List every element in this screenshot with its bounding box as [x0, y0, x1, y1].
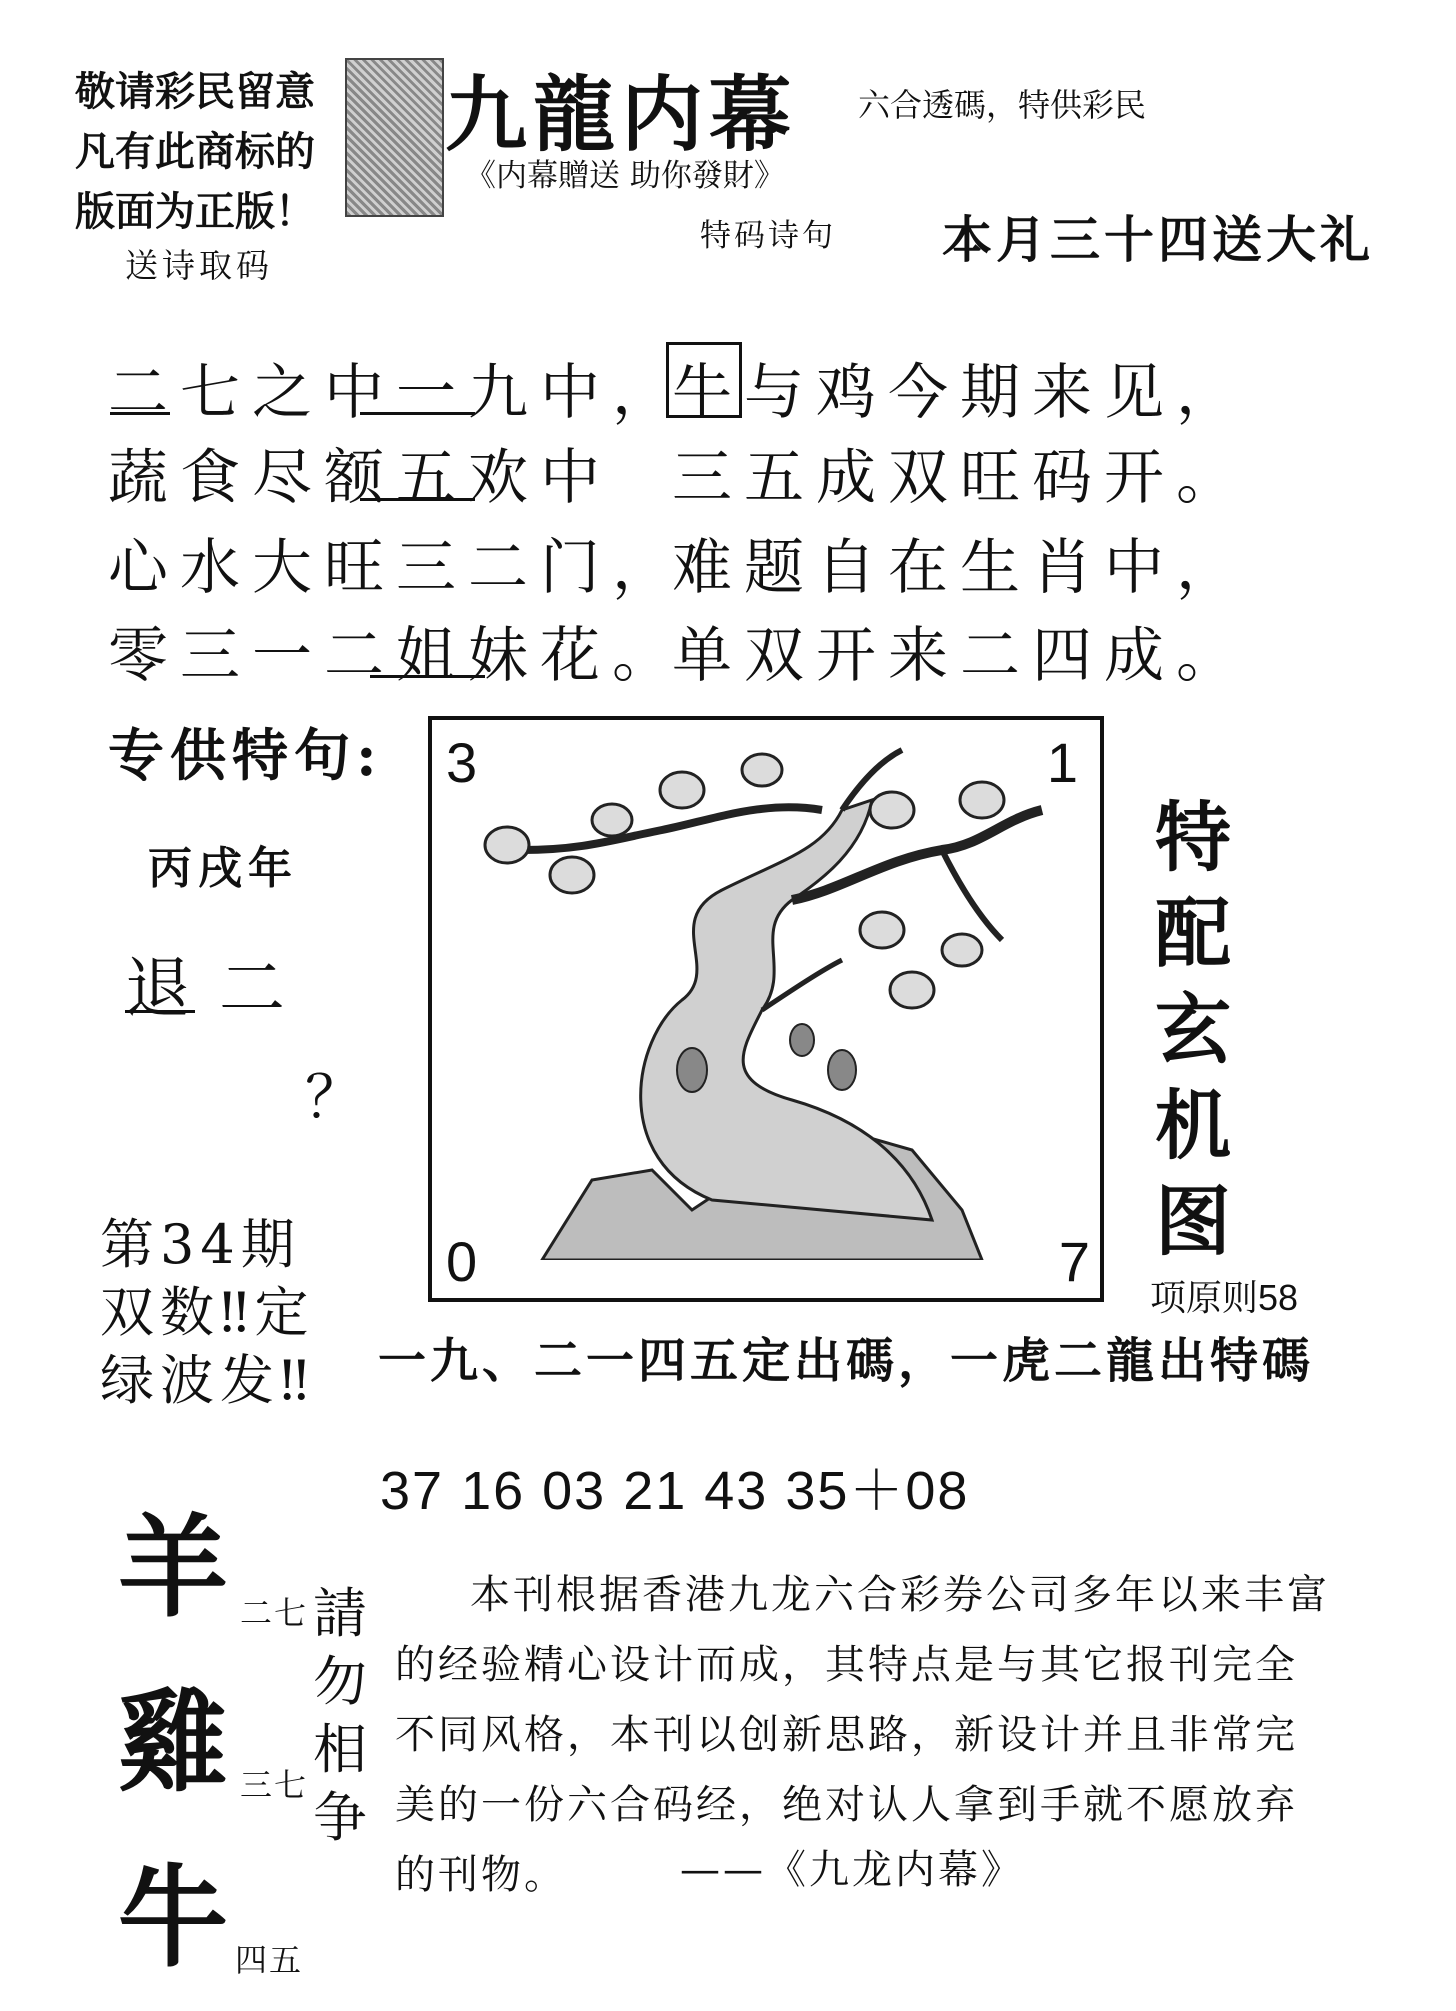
poem-right-line: 三五成双旺码开。: [672, 443, 1248, 513]
notice-line: 版面为正版！: [75, 188, 315, 235]
poem-right-line: 单双开来二四成。: [672, 621, 1248, 691]
notice: [75, 62, 345, 242]
description-line: 本刊根据香港九龙六合彩券公司多年以来丰富: [470, 1572, 1330, 1618]
corner-number: 7: [1058, 1230, 1090, 1293]
brand-logo-image: [345, 58, 444, 217]
poem-label: 特码诗句: [700, 218, 836, 254]
underline-mark: [360, 412, 475, 415]
corner-number: 0: [446, 1230, 478, 1293]
poem-right-line: 牛与鸡今期来见，: [672, 358, 1248, 428]
zodiac-char: 雞: [118, 1678, 228, 1807]
underline-mark: [360, 498, 475, 501]
corner-number: 1: [1046, 731, 1078, 794]
issue-line: 绿波发‼: [100, 1349, 315, 1412]
notice-line: 凡有此商标的: [75, 128, 315, 175]
figure-vertical-title: 特配玄机图: [1155, 793, 1231, 1266]
zodiac-note: 二七: [240, 1594, 309, 1632]
highlight-box: [666, 342, 742, 418]
zodiac-char: 羊: [118, 1503, 228, 1632]
brand-title: 九龍内幕: [445, 67, 798, 163]
notice-line: 敬请彩民留意: [75, 68, 315, 115]
year-label: 丙戌年: [148, 843, 298, 894]
gift-banner: 本月三十四送大礼: [942, 210, 1374, 269]
poem-left-line: 心水大旺三二门，: [108, 533, 684, 603]
tree-illustration: [462, 740, 1062, 1260]
zodiac-note: 三七: [240, 1766, 309, 1804]
poem-left-line: 蔬食尽额五欢中: [108, 443, 612, 513]
poem-left-line: 零三一二姐妹花。: [108, 621, 684, 691]
advice-vertical: 請勿相争: [313, 1582, 367, 1849]
underline-mark: [370, 675, 485, 678]
underline-mark: [125, 1010, 195, 1013]
description-line: 美的一份六合码经，绝对认人拿到手就不愿放弃: [395, 1782, 1298, 1828]
figure-rule: 项原则58: [1150, 1277, 1299, 1318]
brand-tagline: 《内幕贈送 助你發財》: [465, 158, 785, 194]
question-mark: ？: [305, 1063, 364, 1131]
description-signature: ——《九龙内幕》: [680, 1847, 1024, 1893]
retreat-hint: 退二: [125, 950, 313, 1027]
zodiac-char: 牛: [118, 1853, 228, 1982]
description-line: 的刊物。: [395, 1852, 567, 1898]
description-line: 不同风格，本刊以创新思路，新设计并且非常完: [395, 1712, 1298, 1758]
brand-slogan: 六合透碼，特供彩民: [858, 86, 1147, 124]
mystery-figure-frame: [428, 716, 1104, 1302]
description-line: 的经验精心设计而成，其特点是与其它报刊完全: [395, 1642, 1298, 1688]
sub-notice: 送诗取码: [125, 246, 273, 285]
issue-line: 双数‼定: [100, 1281, 315, 1344]
special-label: 专供特句:: [108, 723, 383, 789]
result-numbers: 37 16 03 21 43 35＋08: [380, 1461, 970, 1521]
figure-hint: 一九、二一四五定出碼，一虎二龍出特碼: [378, 1333, 1315, 1389]
poem-left-line: 二七之中一九中，: [108, 358, 684, 428]
underline-mark: [110, 412, 170, 415]
zodiac-note: 四五: [235, 1941, 304, 1979]
poem-right-line: 难题自在生肖中，: [672, 533, 1248, 603]
issue-line: 第34期: [100, 1213, 301, 1276]
corner-number: 3: [446, 731, 478, 794]
